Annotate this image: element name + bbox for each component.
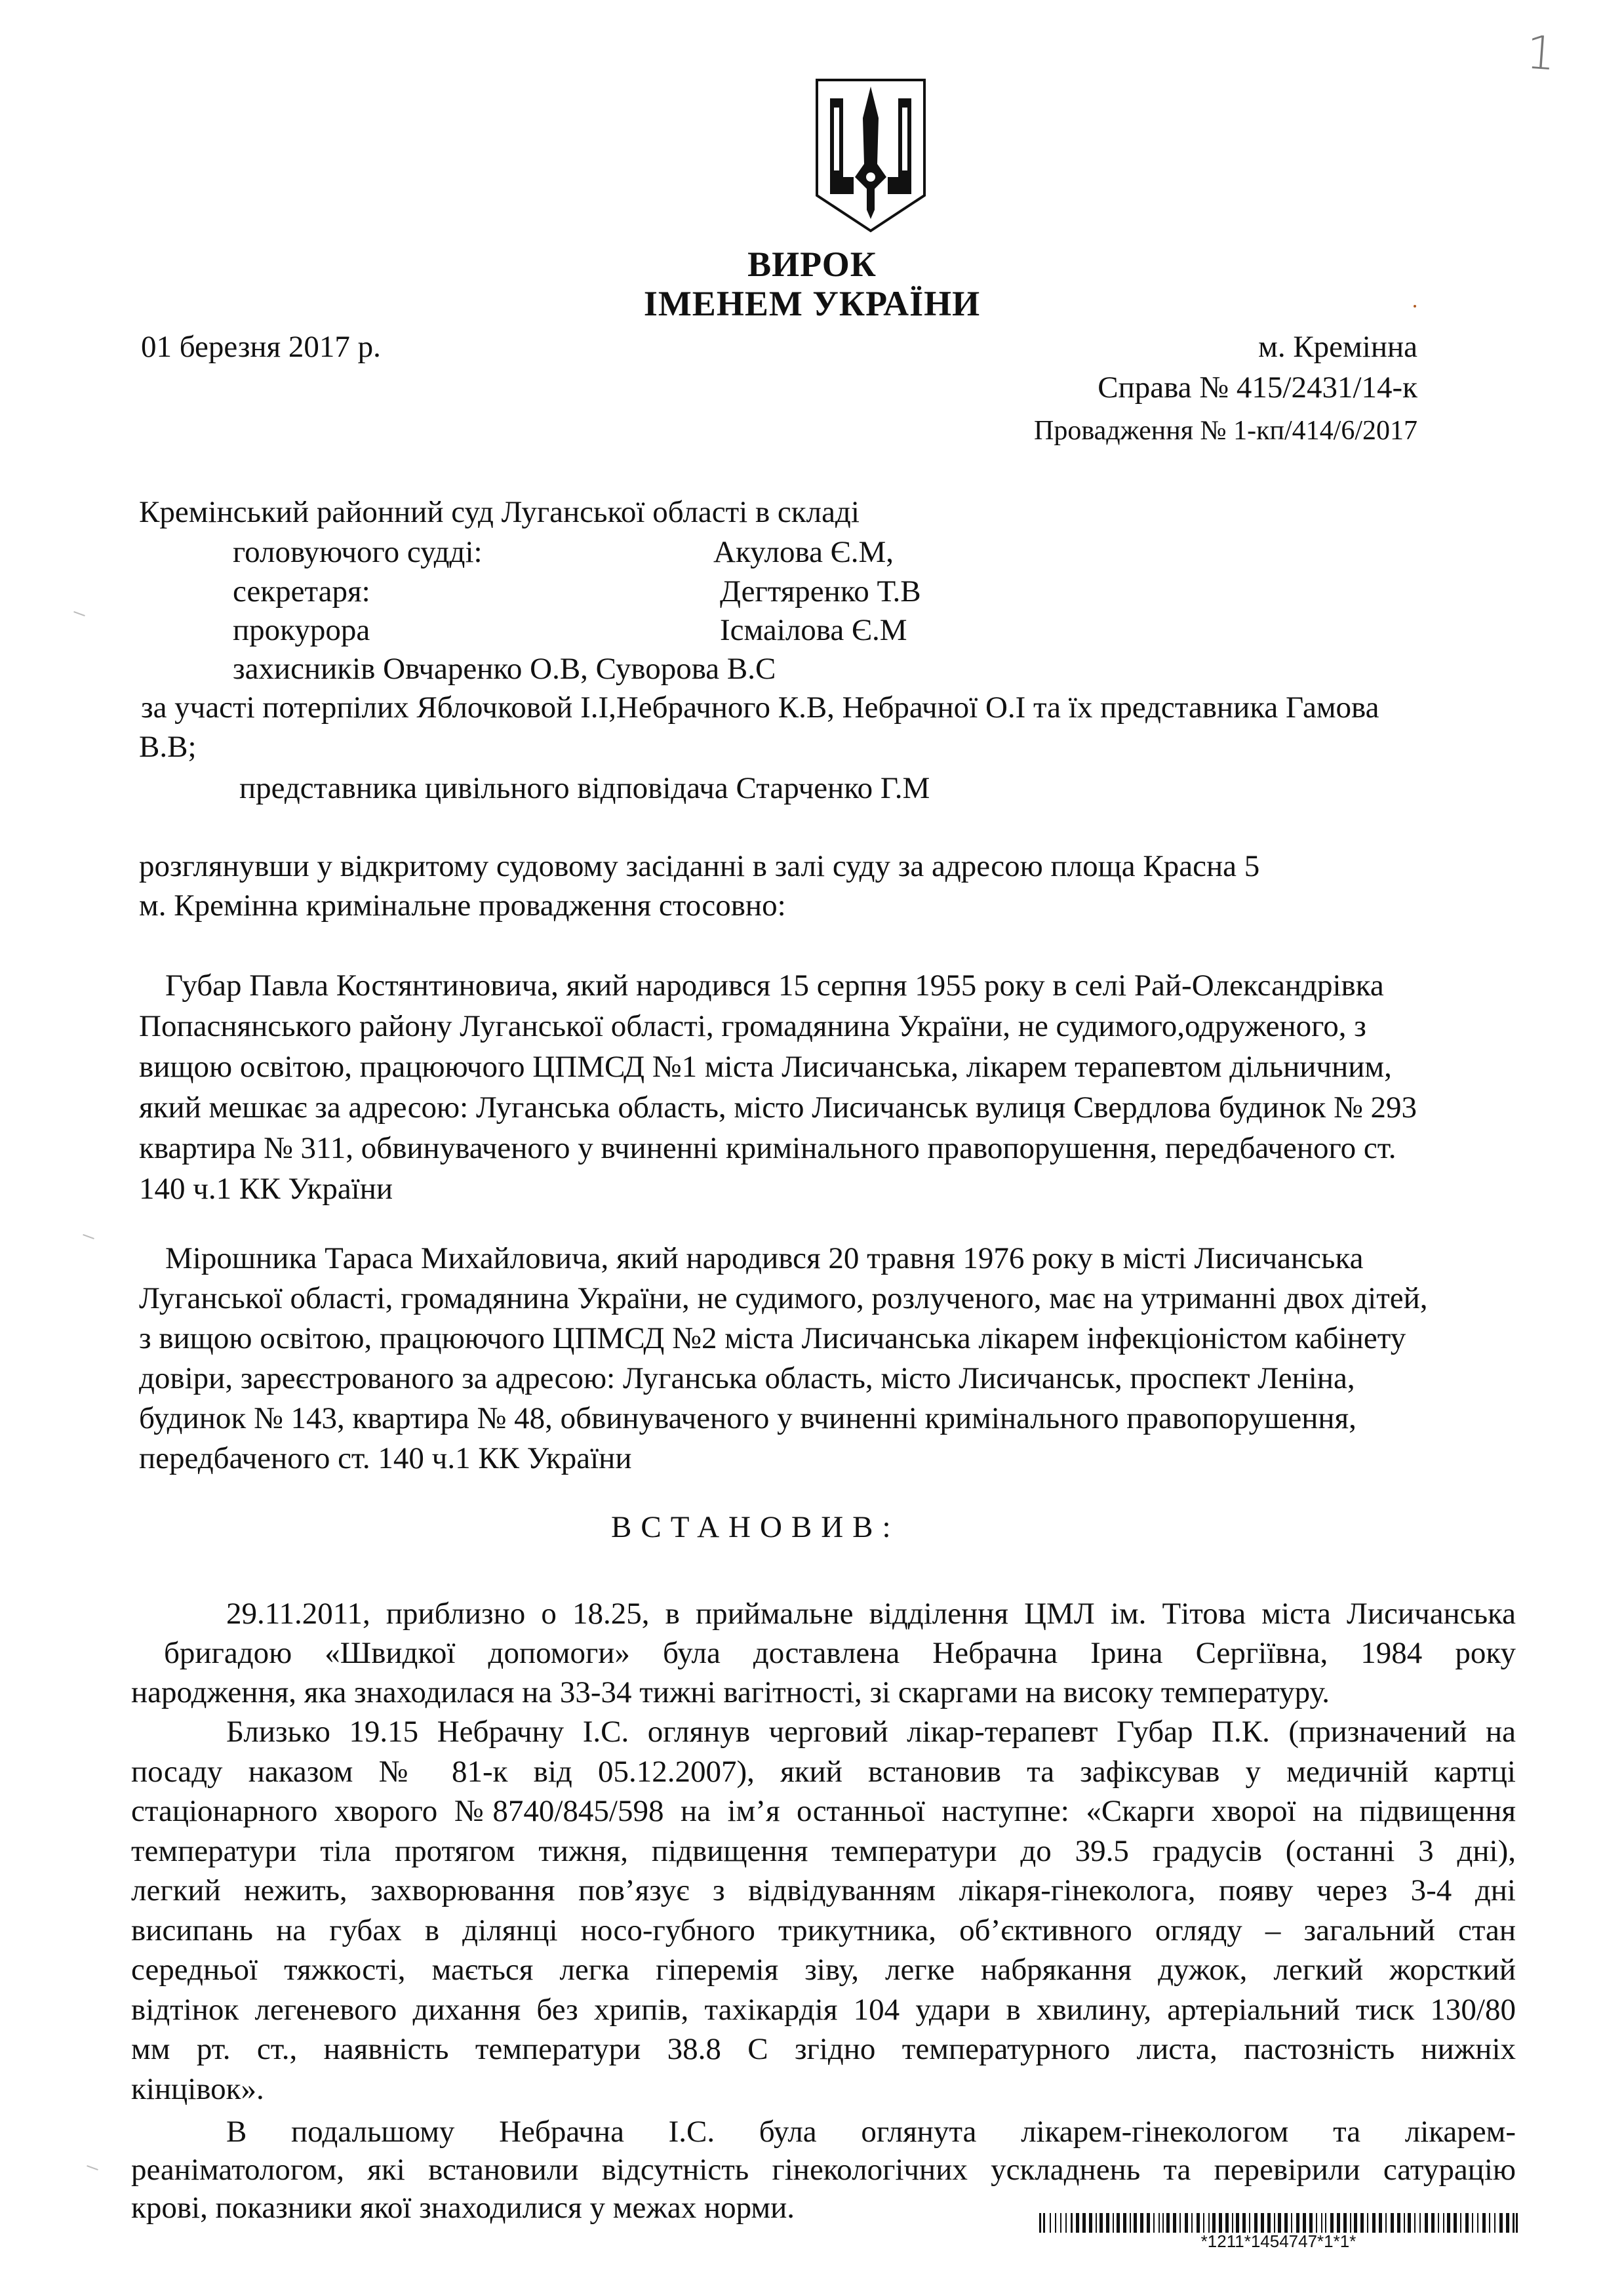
- barcode-number: *1211*1454747*1*1*: [1200, 2231, 1357, 2251]
- established-heading: ВСТАНОВИВ:: [611, 1510, 900, 1544]
- victims-line-1: за участі потерпілих Яблочковой І.І,Небрачного К.В, Небрачної О.І та їх представника Гамова: [141, 690, 1379, 725]
- text-line: В подальшому Небрачна І.С. була оглянута лікарем-гінекологом та лікарем-: [226, 2115, 1516, 2149]
- text-line: висипань на губах в ділянці носо-губного трикутника, об’єктивного огляду – загальний стан: [131, 1913, 1516, 1947]
- established-paragraph-1: [131, 1595, 1516, 1713]
- document-subtitle: ІМЕНЕМ УКРАЇНИ: [643, 284, 981, 323]
- established-paragraph-2: [131, 1713, 1516, 2109]
- prosecutor-name: Ісмаілова Є.М: [720, 613, 907, 647]
- case-number: Справа № 415/2431/14-к: [1098, 370, 1417, 405]
- text-line: температури тіла протягом тижня, підвищення температури до 39.5 градусів (останні 3 дні),: [131, 1833, 1516, 1868]
- barcode-icon: [1039, 2213, 1518, 2233]
- text-line: Мірошника Тараса Михайловича, який народився 20 травня 1976 року в місті Лисичанська: [165, 1241, 1364, 1275]
- court-intro: Кремінський районний суд Луганської області в складі: [139, 495, 860, 529]
- trident-emblem-icon: [814, 79, 927, 233]
- scan-speck: [1414, 305, 1416, 308]
- text-line: середньої тяжкості, мається легка гіперемія зіву, легке набрякання дужок, легкий жорсткий: [131, 1953, 1516, 1987]
- scan-mark: [83, 1234, 94, 1239]
- secretary-name: Дегтяренко Т.В: [720, 574, 921, 609]
- text-line: вищою освітою, працюючого ЦПМСД №1 міста Лисичанська, лікарем терапевтом дільничним,: [139, 1050, 1392, 1084]
- text-line: 29.11.2011, приблизно о 18.25, в приймальне відділення ЦМЛ ім. Тітова міста Лисичанська: [226, 1597, 1516, 1631]
- proceeding-number: Провадження № 1-кп/414/6/2017: [1034, 416, 1417, 446]
- established-paragraph-3: [131, 2113, 1516, 2227]
- text-line: легкий нежить, захворювання пов’язує з відвідуванням лікаря-гінеколога, появу через 3-4 дні: [131, 1873, 1516, 1907]
- text-line: бригадою «Швидкої допомоги» була доставлена Небрачна Ірина Сергіївна, 1984 року: [164, 1636, 1516, 1670]
- text-line: який мешкає за адресою: Луганська область, місто Лисичанськ вулиця Свердлова будинок № 293: [139, 1090, 1417, 1125]
- text-line: Луганської області, громадянина України, не судимого, розлученого, має на утриманні двох дітей,: [139, 1281, 1428, 1315]
- consideration-line-2: м. Кремінна кримінальне провадження стосовно:: [139, 888, 786, 923]
- civil-defendant-representative: представника цивільного відповідача Старченко Г.М: [239, 771, 930, 805]
- text-line: стаціонарного хворого №8740/845/598 на ім’я останньої наступне: «Скарги хворої на підвищення: [131, 1794, 1516, 1828]
- scan-mark: [73, 611, 85, 616]
- text-line: довіри, зареєстрованого за адресою: Луганська область, місто Лисичанськ, проспект Леніна,: [139, 1361, 1355, 1395]
- scan-mark: [87, 2165, 98, 2170]
- document-title: ВИРОК: [747, 245, 877, 284]
- victims-line-2: В.В;: [139, 730, 197, 764]
- text-line: будинок № 143, квартира № 48, обвинуваченого у вчиненні кримінального правопорушення,: [139, 1401, 1357, 1435]
- text-line: мм рт. ст., наявність температури 38.8 С згідно температурного листа, пастозність нижніх: [131, 2032, 1516, 2066]
- defendant-2-block: [139, 1239, 1428, 1479]
- role-label: прокурора: [233, 613, 370, 647]
- text-line: передбаченого ст. 140 ч.1 КК України: [139, 1441, 632, 1475]
- text-line: з вищою освітою, працюючого ЦПМСД №2 міста Лисичанська лікарем інфекціоністом кабінету: [139, 1321, 1406, 1355]
- text-line: 140 ч.1 КК України: [139, 1172, 393, 1206]
- text-line: посаду наказом № 81-к від 05.12.2007), який встановив та зафіксував у медичній картці: [131, 1754, 1516, 1789]
- text-line: Близько 19.15 Небрачну І.С. оглянув черговий лікар-терапевт Губар П.К. (призначений на: [226, 1715, 1516, 1749]
- text-line: Губар Павла Костянтиновича, який народився 15 серпня 1955 року в селі Рай-Олександрівка: [165, 968, 1384, 1003]
- text-line: відтінок легеневого дихання без хрипів, тахікардія 104 удари в хвилину, артеріальний тиск 130/80: [131, 1992, 1516, 2027]
- role-label: головуючого судді:: [233, 535, 483, 569]
- text-line: Попаснянського району Луганської області, громадянина України, не судимого,одруженого, з: [139, 1009, 1366, 1043]
- role-label: секретаря:: [233, 574, 370, 609]
- text-line: реаніматологом, які встановили відсутність гінекологічних ускладнень та перевірили сатурацію: [131, 2153, 1516, 2187]
- text-line: квартира № 311, обвинуваченого у вчиненні кримінального правопорушення, передбаченого ст.: [139, 1131, 1396, 1165]
- handwritten-page-number: 1: [1524, 25, 1558, 81]
- city: м. Кремінна: [1258, 330, 1417, 364]
- verdict-date: 01 березня 2017 р.: [141, 330, 381, 364]
- defendant-1-block: [139, 967, 1417, 1210]
- judge-name: Акулова Є.М,: [713, 535, 894, 569]
- text-line: крові, показники якої знаходилися у межах норми.: [131, 2191, 795, 2225]
- consideration-line-1: розглянувши у відкритому судовому засіданні в залі суду за адресою площа Красна 5: [139, 849, 1260, 883]
- text-line: кінцівок».: [131, 2071, 264, 2106]
- text-line: народження, яка знаходилася на 33-34 тижні вагітності, зі скаргами на високу температуру.: [131, 1675, 1330, 1709]
- defenders: захисників Овчаренко О.В, Суворова В.С: [233, 652, 776, 686]
